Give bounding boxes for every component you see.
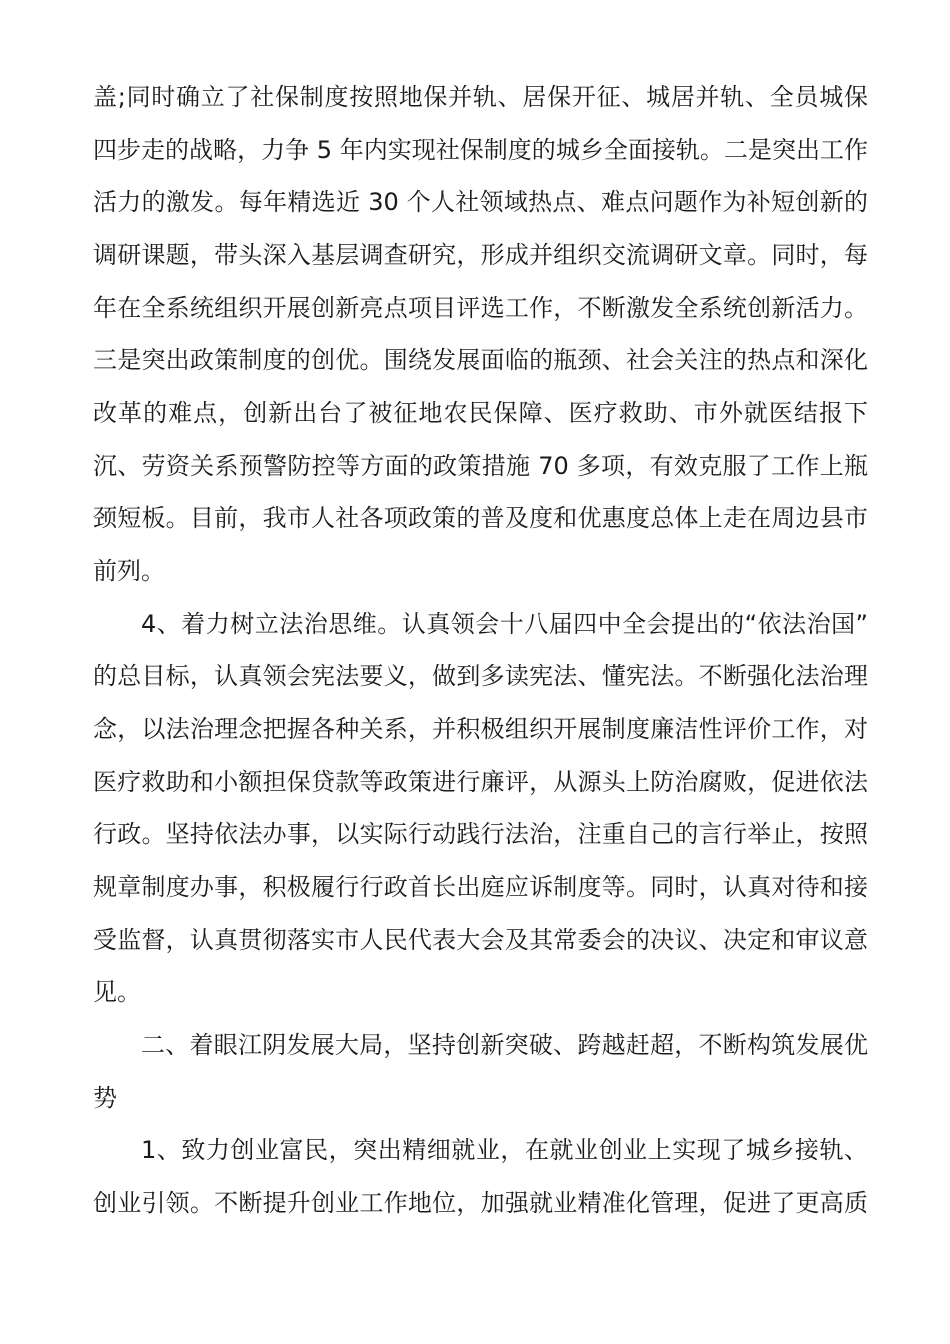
text-line: 改革的难点，创新出台了被征地农民保障、医疗救助、市外就医结报下: [93, 399, 868, 427]
text-line: 前列。: [93, 557, 165, 585]
text-line: 活力的激发。每年精选近 30 个人社领域热点、难点问题作为补短创新的: [93, 188, 868, 216]
text-line: 的总目标，认真领会宪法要义，做到多读宪法、懂宪法。不断强化法治理: [93, 662, 868, 690]
text-line: 四步走的战略，力争 5 年内实现社保制度的城乡全面接轨。二是突出工作: [93, 136, 868, 164]
text-line: 规章制度办事，积极履行行政首长出庭应诉制度等。同时，认真对待和接: [93, 873, 868, 901]
text-line: 沉、劳资关系预警防控等方面的政策措施 70 多项，有效克服了工作上瓶: [93, 452, 868, 480]
text-line: 念，以法治理念把握各种关系，并积极组织开展制度廉洁性评价工作，对: [93, 715, 868, 743]
section-heading: 1、致力创业富民，突出精细就业，在就业创业上实现了城乡接轨、: [141, 1136, 868, 1164]
text-line: 见。: [93, 978, 141, 1006]
text-line: 势: [93, 1084, 117, 1112]
text-line: 三是突出政策制度的创优。围绕发展面临的瓶颈、社会关注的热点和深化: [93, 346, 868, 374]
section-heading: 4、着力树立法治思维。认真领会十八届四中全会提出的“依法治国”: [141, 610, 868, 638]
text-line: 受监督，认真贯彻落实市人民代表大会及其常委会的决议、决定和审议意: [93, 926, 868, 954]
section-heading: 二、着眼江阴发展大局，坚持创新突破、跨越赶超，不断构筑发展优: [141, 1031, 868, 1059]
text-line: 行政。坚持依法办事，以实际行动践行法治，注重自己的言行举止，按照: [93, 820, 868, 848]
text-line: 年在全系统组织开展创新亮点项目评选工作，不断激发全系统创新活力。: [93, 294, 868, 322]
text-line: 调研课题，带头深入基层调查研究，形成并组织交流调研文章。同时，每: [93, 241, 868, 269]
text-line: 医疗救助和小额担保贷款等政策进行廉评，从源头上防治腐败，促进依法: [93, 768, 868, 796]
text-line: 盖;同时确立了社保制度按照地保并轨、居保开征、城居并轨、全员城保: [93, 83, 868, 111]
text-line: 颈短板。目前，我市人社各项政策的普及度和优惠度总体上走在周边县市: [93, 504, 868, 532]
text-line: 创业引领。不断提升创业工作地位，加强就业精准化管理，促进了更高质: [93, 1189, 868, 1217]
